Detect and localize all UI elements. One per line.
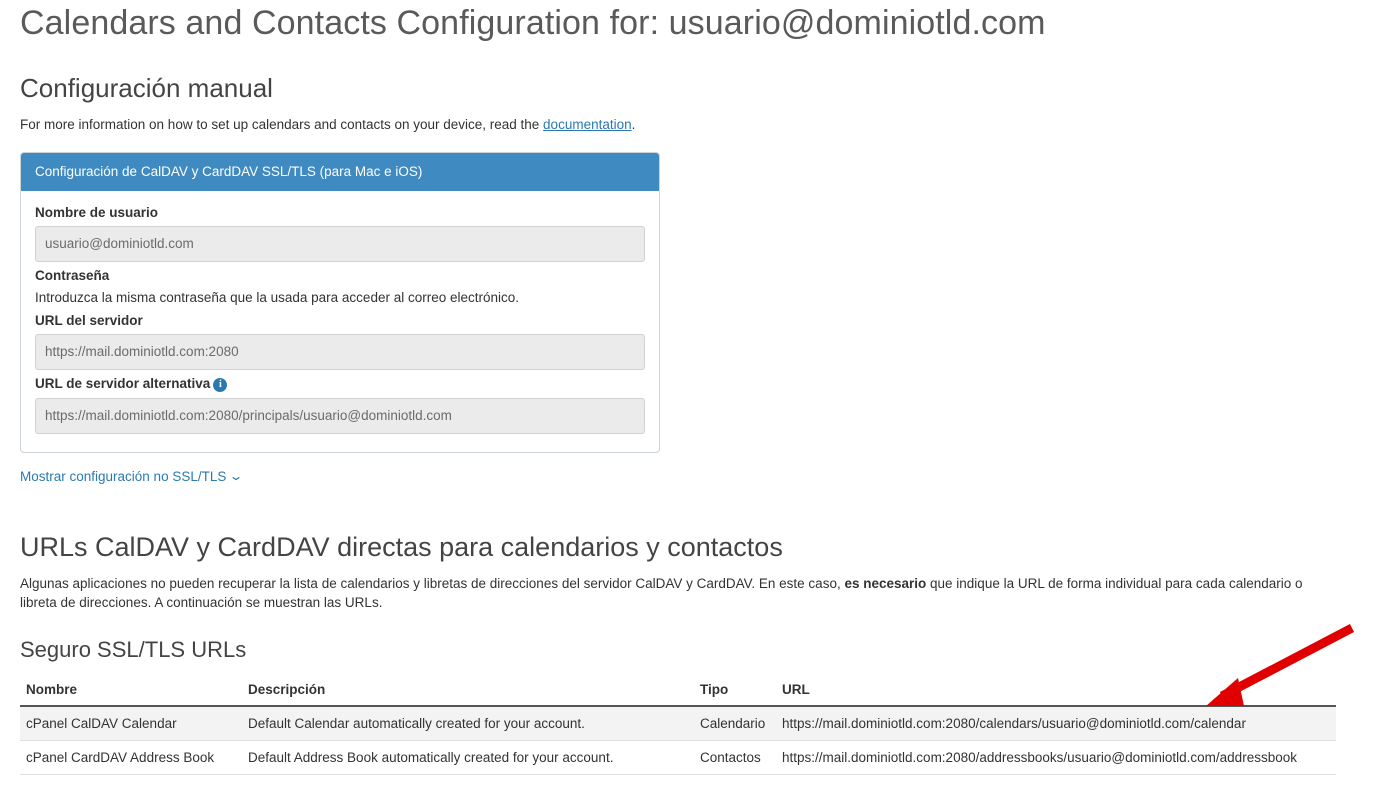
cell-url[interactable]: https://mail.dominiotld.com:2080/calendars/usuario@dominiotld.com/calendar — [776, 706, 1336, 741]
cell-descripcion: Default Calendar automatically created for your account. — [242, 706, 694, 741]
intro-text-suffix: . — [631, 117, 636, 132]
cell-url[interactable]: https://mail.dominiotld.com:2080/addressbooks/usuario@dominiotld.com/addressbook — [776, 741, 1336, 775]
documentation-link[interactable]: documentation — [543, 117, 632, 132]
column-header-descripcion: Descripción — [242, 676, 694, 706]
urls-desc-part2: que indique la URL de forma individual para cada calendario o libreta de direcciones. A continuación se muestran las URLs. — [20, 576, 1303, 610]
ssl-config-panel-body — [21, 191, 659, 452]
cell-tipo: Calendario — [694, 706, 776, 741]
alt-server-url-label-text: URL de servidor alternativa — [35, 376, 211, 391]
ssl-config-panel-heading: Configuración de CalDAV y CardDAV SSL/TLS (para Mac e iOS) — [21, 153, 659, 191]
username-label: Nombre de usuario — [35, 205, 159, 220]
direct-urls-description — [20, 574, 1340, 612]
server-url-input[interactable] — [35, 334, 645, 370]
cell-descripcion: Default Address Book automatically created for your account. — [242, 741, 694, 775]
cell-nombre: cPanel CardDAV Address Book — [20, 741, 242, 775]
secure-urls-table — [20, 676, 1336, 775]
show-non-ssl-config-label: Mostrar configuración no SSL/TLS — [20, 469, 227, 484]
secure-urls-subheading: Seguro SSL/TLS URLs — [20, 637, 247, 662]
show-non-ssl-config-toggle[interactable] — [20, 469, 244, 484]
username-input[interactable] — [35, 226, 645, 262]
table-row — [20, 706, 1336, 741]
direct-urls-heading: URLs CalDAV y CardDAV directas para calendarios y contactos — [20, 532, 783, 562]
alt-server-url-label — [35, 376, 645, 392]
intro-text-prefix: For more information on how to set up calendars and contacts on your device, read the — [20, 117, 544, 132]
alt-server-url-input[interactable] — [35, 398, 645, 434]
manual-config-heading: Configuración manual — [20, 73, 273, 103]
column-header-nombre: Nombre — [20, 676, 242, 706]
cell-nombre: cPanel CalDAV Calendar — [20, 706, 242, 741]
info-icon[interactable]: i — [213, 378, 227, 392]
column-header-tipo: Tipo — [694, 676, 776, 706]
table-header-row — [20, 676, 1336, 706]
manual-config-intro — [20, 116, 1356, 134]
cell-tipo: Contactos — [694, 741, 776, 775]
urls-desc-emphasis: es necesario — [844, 576, 927, 591]
password-label: Contraseña — [35, 268, 110, 283]
password-help-text: Introduzca la misma contraseña que la usada para acceder al correo electrónico. — [35, 290, 520, 305]
chevron-down-icon: ⌄ — [228, 469, 244, 483]
page-title: Calendars and Contacts Configuration for: usuario@dominiotld.com — [20, 4, 1046, 42]
column-header-url: URL — [776, 676, 1336, 706]
ssl-config-panel — [20, 152, 660, 453]
urls-desc-part1: Algunas aplicaciones no pueden recuperar la lista de calendarios y libretas de direcciones del servidor CalDAV y CardDAV. En este caso, — [20, 576, 845, 591]
table-row — [20, 741, 1336, 775]
server-url-label: URL del servidor — [35, 313, 143, 328]
